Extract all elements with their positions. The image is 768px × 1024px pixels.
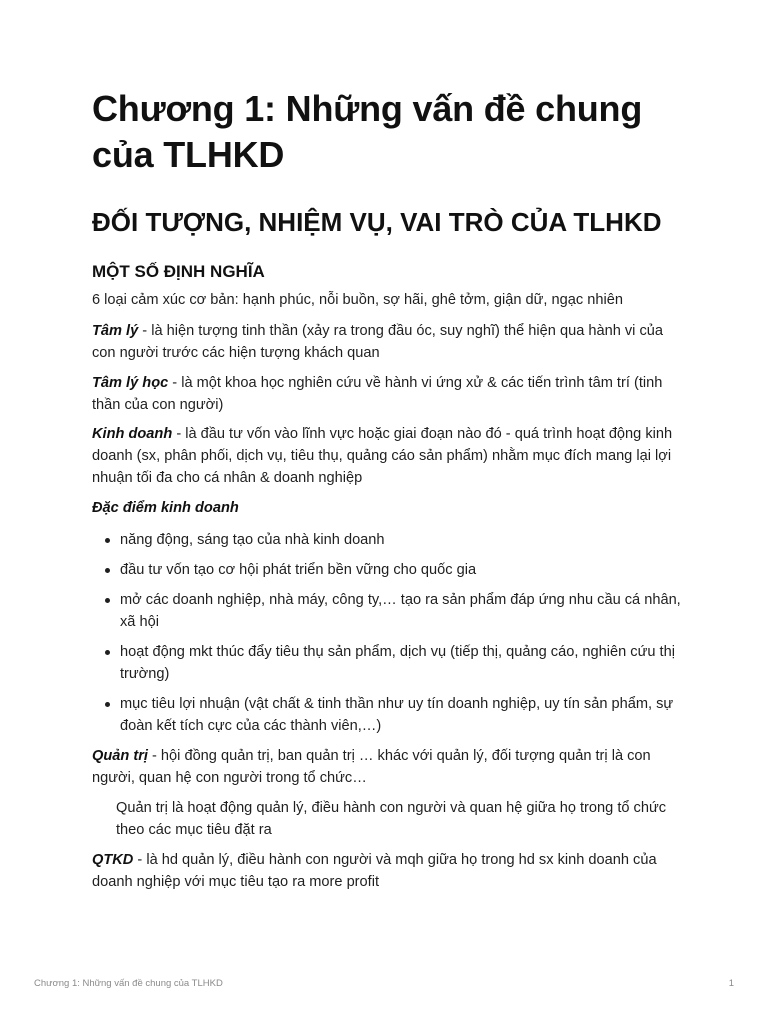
- features-heading: [92, 497, 682, 519]
- definition-term: Tâm lý: [92, 323, 139, 339]
- list-item: đầu tư vốn tạo cơ hội phát triển bền vững cho quốc gia: [120, 559, 682, 581]
- emotions-paragraph: 6 loại cảm xúc cơ bản: hạnh phúc, nỗi buồn, sợ hãi, ghê tởm, giận dữ, ngạc nhiên: [92, 292, 623, 308]
- definition-text: - là một khoa học nghiên cứu về hành vi ứng xử & các tiến trình tâm trí (tinh thần của con người): [92, 375, 663, 413]
- definition-text: - là hiện tượng tinh thần (xảy ra trong đầu óc, suy nghĩ) thể hiện qua hành vi của con người trước các hiện tượng khách quan: [92, 323, 664, 361]
- definition-text: - hội đồng quản trị, ban quản trị … khác với quản lý, đối tượng quản trị là con người, quan hệ con người trong tổ chức…: [92, 748, 651, 786]
- list-item: mục tiêu lợi nhuận (vật chất & tinh thần như uy tín doanh nghiệp, uy tín sản phẩm, sự đoàn kết tích cực của các thành viên,…): [120, 693, 682, 737]
- document-page: [92, 86, 682, 893]
- definition-text: - là đầu tư vốn vào lĩnh vực hoặc giai đoạn nào đó - quá trình hoạt động kinh doanh (sx, phân phối, dịch vụ, tiêu thụ, quảng cáo sản phẩm) nhằm mục đích mang lại lợi nhuận tối đa cho cá nhân & doanh nghiệp: [92, 426, 673, 486]
- definition-tam-ly: [92, 320, 682, 364]
- subsection-title: MỘT SỐ ĐỊNH NGHĨA: [92, 262, 265, 281]
- definition-kinh-doanh: [92, 423, 682, 489]
- list-item: hoạt động mkt thúc đẩy tiêu thụ sản phẩm, dịch vụ (tiếp thị, quảng cáo, nghiên cứu thị trường): [120, 641, 682, 685]
- list-item: năng động, sáng tạo của nhà kinh doanh: [120, 529, 682, 551]
- features-list: [92, 529, 682, 737]
- page-number: 1: [728, 978, 734, 989]
- chapter-title: Chương 1: Những vấn đề chung của TLHKD: [92, 88, 643, 175]
- features-heading-text: Đặc điểm kinh doanh: [92, 500, 239, 516]
- management-quote: Quản trị là hoạt động quản lý, điều hành con người và quan hệ giữa họ trong tổ chức theo các mục tiêu đặt ra: [116, 800, 667, 838]
- list-item: mở các doanh nghiệp, nhà máy, công ty,… tạo ra sản phẩm đáp ứng nhu cầu cá nhân, xã hội: [120, 589, 682, 633]
- footer-title: Chương 1: Những vấn đề chung của TLHKD: [34, 978, 223, 989]
- definition-qtkd: [92, 849, 682, 893]
- definition-term: Kinh doanh: [92, 426, 173, 442]
- definition-term: QTKD: [92, 852, 134, 868]
- definition-quan-tri: [92, 745, 682, 789]
- definition-term: Quản trị: [92, 748, 148, 764]
- definition-tam-ly-hoc: [92, 372, 682, 416]
- section-title: ĐỐI TƯỢNG, NHIỆM VỤ, VAI TRÒ CỦA TLHKD: [92, 207, 662, 237]
- definition-text: - là hd quản lý, điều hành con người và mqh giữa họ trong hd sx kinh doanh của doanh nghiệp với mục tiêu tạo ra more profit: [92, 852, 657, 890]
- definition-term: Tâm lý học: [92, 375, 169, 391]
